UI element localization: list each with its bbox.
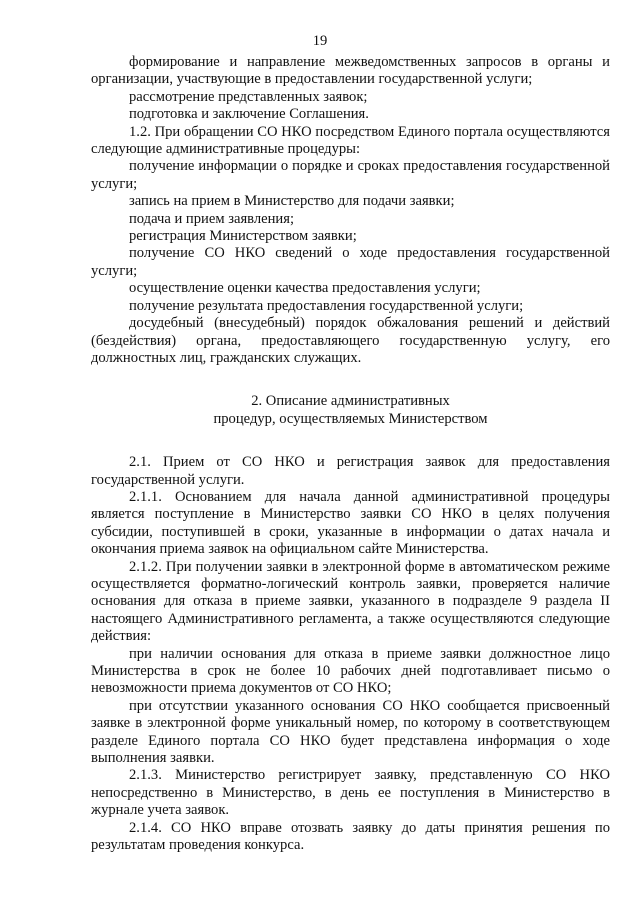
paragraph: 2.1.1. Основанием для начала данной административной процедуры является поступление в Министерство заявки СО НКО в целях получения субсидии, поступившей в сроки, указанные в информации о датах начала и окончания приема заявок на официальном сайте Министерства. <box>91 488 610 558</box>
paragraph: 2.1.2. При получении заявки в электронной форме в автоматическом режиме осуществляется форматно-логический контроль заявки, проверяется наличие основания для отказа в приеме заявки, указанного в подразделе 9 раздела II настоящего Административного регламента, а также осуществляются следующие действия: <box>91 558 610 645</box>
page-number: 19 <box>312 33 328 49</box>
section-heading-line: 2. Описание административных <box>251 393 450 410</box>
section-heading <box>91 393 610 428</box>
section-heading-line: процедур, осуществляемых Министерством <box>213 410 488 427</box>
paragraph: рассмотрение представленных заявок; <box>129 88 368 105</box>
paragraph: формирование и направление межведомственных запросов в органы и организации, участвующие в предоставлении государственной услуги; <box>91 54 610 88</box>
paragraph: подготовка и заключение Соглашения. <box>129 106 369 123</box>
paragraph: запись на прием в Министерство для подачи заявки; <box>129 193 455 210</box>
paragraph: получение результата предоставления государственной услуги; <box>129 297 524 314</box>
paragraph: 2.1. Прием от СО НКО и регистрация заявок для предоставления государственной услуги. <box>91 454 610 488</box>
paragraph: подача и прием заявления; <box>129 210 295 227</box>
document-body <box>91 54 610 854</box>
paragraph: при отсутствии указанного основания СО НКО сообщается присвоенный заявке в электронной форме уникальный номер, по которому в соответствующем разделе Единого портала СО НКО будет представлена информация о ходе выполнения заявки. <box>91 697 610 767</box>
paragraph: досудебный (внесудебный) порядок обжалования решений и действий (бездействия) органа, предоставляющего государственную услугу, его должностных лиц, гражданских служащих. <box>91 315 610 366</box>
paragraph: получение СО НКО сведений о ходе предоставления государственной услуги; <box>91 245 610 279</box>
paragraph: 2.1.3. Министерство регистрирует заявку, представленную СО НКО непосредственно в Министерство, в день ее поступления в Министерство в журнале учета заявок. <box>91 767 610 819</box>
paragraph: осуществление оценки качества предоставления услуги; <box>129 280 481 297</box>
paragraph: регистрация Министерством заявки; <box>129 228 357 245</box>
paragraph: получение информации о порядке и сроках предоставления государственной услуги; <box>91 158 610 192</box>
paragraph: 1.2. При обращении СО НКО посредством Единого портала осуществляются следующие административные процедуры: <box>91 123 610 158</box>
paragraph: при наличии основания для отказа в приеме заявки должностное лицо Министерства в срок не более 10 рабочих дней подготавливает письмо о невозможности приема документов от СО НКО; <box>91 645 610 697</box>
paragraph: 2.1.4. СО НКО вправе отозвать заявку до даты принятия решения по результатам проведения конкурса. <box>91 819 610 854</box>
